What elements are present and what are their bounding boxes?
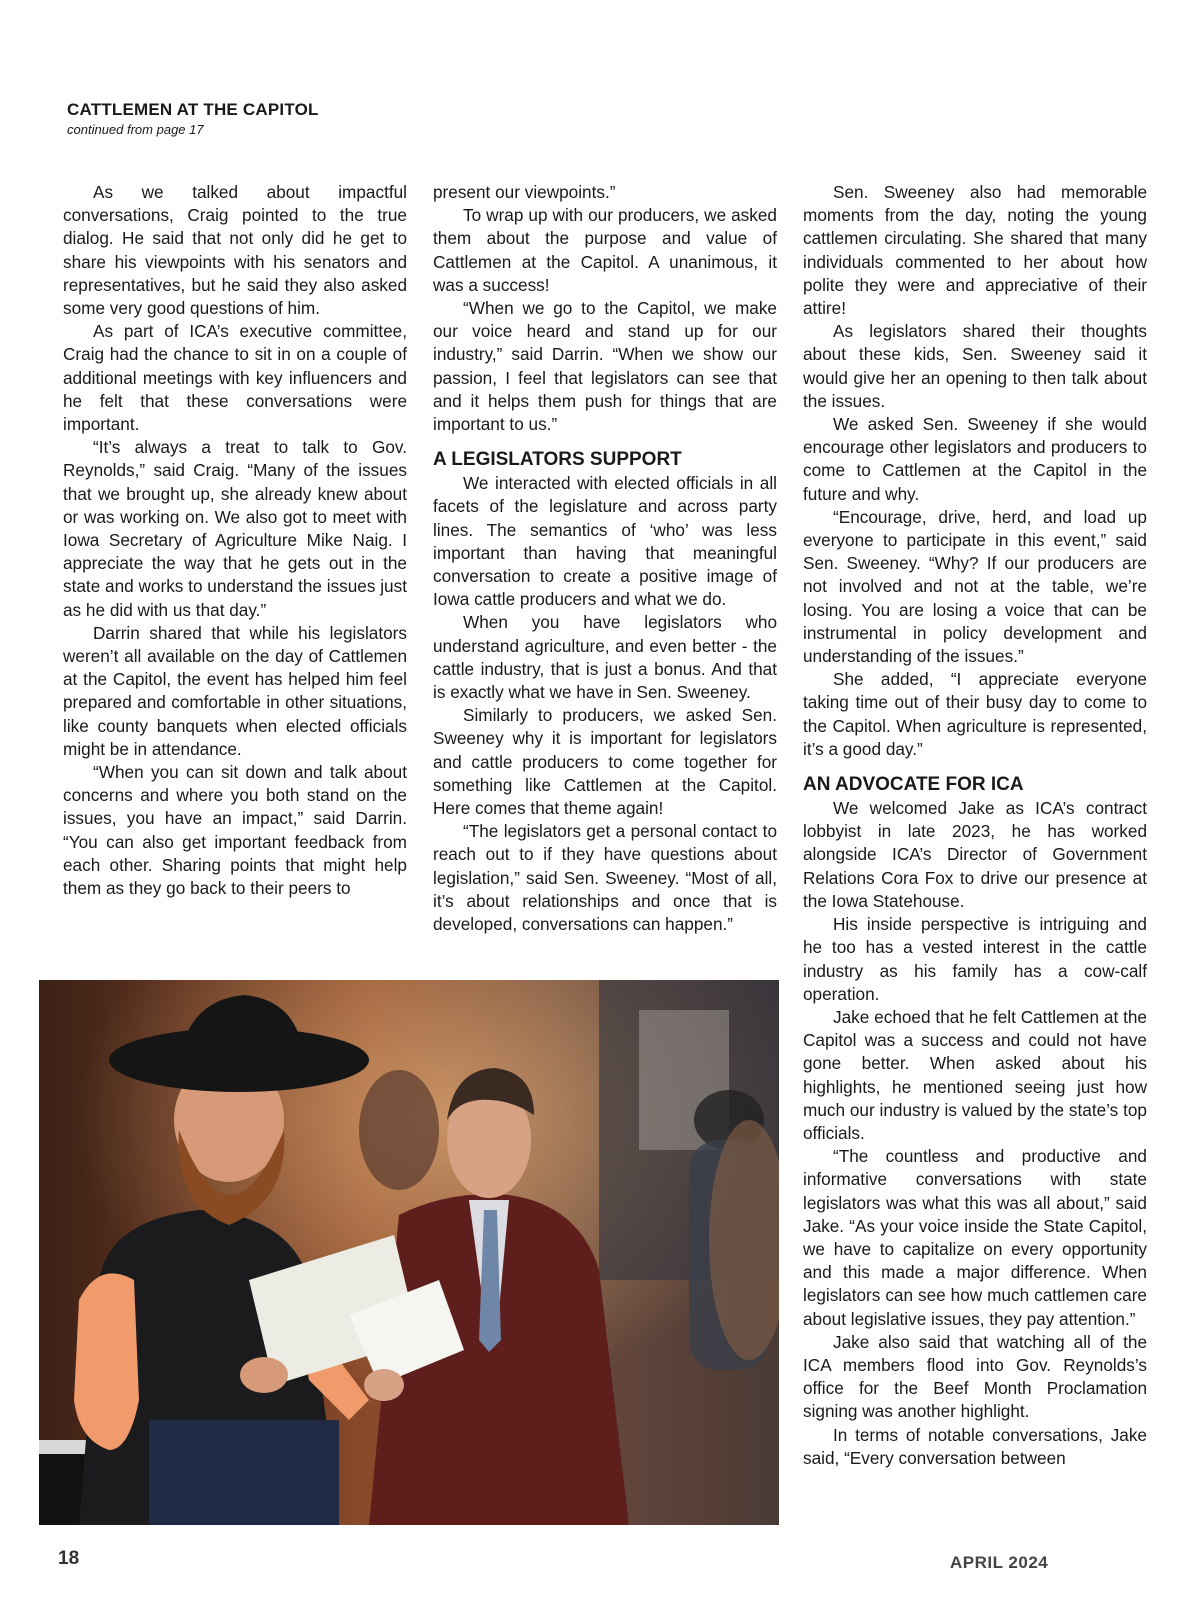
paragraph: In terms of notable conversations, Jake said, “Every conversation between: [803, 1424, 1147, 1468]
paragraph: present our viewpoints.”: [433, 182, 616, 202]
paragraph: Similarly to producers, we asked Sen. Sweeney why it is important for legislators and cattle producers to come together for something like Cattlemen at the Capitol. Here comes that theme again!: [433, 705, 777, 819]
paragraph: His inside perspective is intriguing and he too has a vested interest in the cattle industry as his family has a cow-calf operation.: [803, 914, 1147, 1004]
paragraph: Jake echoed that he felt Cattlemen at the Capitol was a success and could not have gone better. When asked about his highlights, he mentioned seeing just how much our industry is valued by the state’s top officials.: [803, 1006, 1147, 1143]
paragraph: We interacted with elected officials in all facets of the legislature and across party lines. The semantics of ‘who’ was less important than having that meaningful conversation to create a positive image of Iowa cattle producers and what we do.: [433, 473, 777, 610]
paragraph: “Encourage, drive, herd, and load up everyone to participate in this event,” said Sen. Sweeney. “Why? If our producers are not involved and not at the table, we’re losing. You are losing a voice that can be instrumental in policy development and understanding of the issues.”: [803, 506, 1147, 667]
paragraph: “The legislators get a personal contact to reach out to if they have questions about legislation,” said Sen. Sweeney. “Most of all, it’s about relationships and once that is developed, conversations can happen.”: [433, 821, 777, 935]
paragraph: When you have legislators who understand agriculture, and even better - the cattle industry, that is just a bonus. And that is exactly what we have in Sen. Sweeney.: [433, 612, 777, 703]
paragraph: As we talked about impactful conversations, Craig pointed to the true dialog. He said that not only did he get to share his viewpoints with his senators and representatives, but he said they also asked some very good questions of him.: [63, 182, 407, 319]
paragraph: Sen. Sweeney also had memorable moments from the day, noting the young cattlemen circulating. She shared that many individuals commented to her about how polite they were and appreciative of their attire!: [803, 182, 1147, 319]
paragraph: “When you can sit down and talk about concerns and where you both stand on the issues, you have an impact,” said Darrin. “You can also get important feedback from each other. Sharing points that might help them as they go back to their peers to: [63, 762, 407, 899]
paragraph: Jake also said that watching all of the ICA members flood into Gov. Reynolds’s office for the Beef Month Proclamation signing was another highlight.: [803, 1331, 1147, 1422]
paragraph: We asked Sen. Sweeney if she would encourage other legislators and producers to come to Cattlemen at the Capitol in the future and why.: [803, 414, 1147, 504]
paragraph: As legislators shared their thoughts about these kids, Sen. Sweeney said it would give her an opening to then talk about the issues.: [803, 321, 1147, 411]
paragraph: “It’s always a treat to talk to Gov. Reynolds,” said Craig. “Many of the issues that we brought up, she already knew about or was working on. We also got to meet with Iowa Secretary of Agriculture Mike Naig. I appreciate the way that he gets out in the state and works to understand the issues just as he did with us that day.”: [63, 437, 407, 620]
paragraph: She added, “I appreciate everyone taking time out of their busy day to come to the Capitol. When agriculture is represented, it’s a good day.”: [803, 669, 1147, 759]
section-title: CATTLEMEN AT THE CAPITOL: [67, 100, 319, 119]
paragraph: To wrap up with our producers, we asked them about the purpose and value of Cattlemen at the Capitol. A unanimous, it was a success!: [433, 205, 777, 295]
issue-date: APRIL 2024: [950, 1553, 1049, 1572]
article-column-1: [63, 181, 407, 900]
photo-illustration: [39, 980, 779, 1525]
paragraph: We welcomed Jake as ICA’s contract lobbyist in late 2023, he has worked alongside ICA’s Director of Government Relations Cora Fox to drive our presence at the Iowa Statehouse.: [803, 798, 1147, 911]
paragraph: “The countless and productive and informative conversations with state legislators was what this was all about,” said Jake. “As your voice inside the State Capitol, we have to capitalize on every opportunity and this made a major difference. When legislators can see how much cattlemen care about legislative issues, they pay attention.”: [803, 1146, 1147, 1329]
subheading-advocate-for-ica: AN ADVOCATE FOR ICA: [803, 774, 1024, 796]
paragraph: “When we go to the Capitol, we make our voice heard and stand up for our industry,” said Darrin. “When we show our passion, I feel that legislators can see that and it helps them push for things that are important to us.”: [433, 298, 777, 435]
article-column-2: [433, 181, 777, 936]
subheading-legislators-support: A LEGISLATORS SUPPORT: [433, 449, 682, 471]
continued-note: continued from page 17: [67, 122, 204, 137]
paragraph: As part of ICA’s executive committee, Craig had the chance to sit in on a couple of additional meetings with key influencers and he felt that these conversations were important.: [63, 321, 407, 435]
event-photo: [39, 980, 779, 1525]
running-header: [67, 100, 319, 137]
paragraph: Darrin shared that while his legislators weren’t all available on the day of Cattlemen at the Capitol, the event has helped him feel prepared and comfortable in other situations, like county banquets when elected officials might be in attendance.: [63, 622, 407, 759]
article-column-3: [803, 181, 1147, 1470]
page-number: 18: [58, 1548, 80, 1569]
